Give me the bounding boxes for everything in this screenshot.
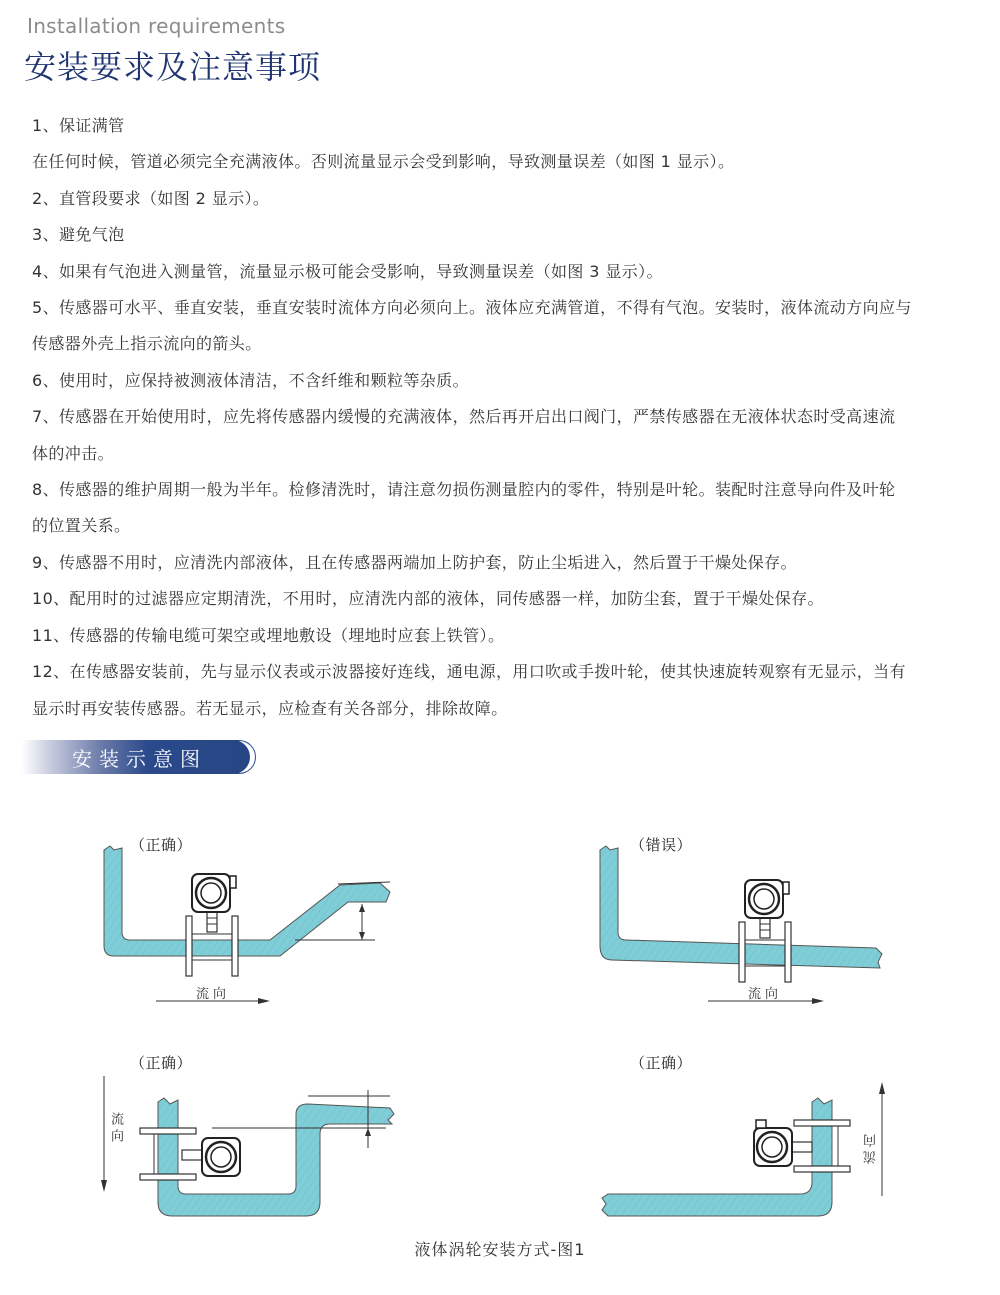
page-title: 安装要求及注意事项 [24, 48, 322, 86]
requirements-list [32, 108, 982, 727]
diagram-vertical-up-correct [590, 1040, 900, 1230]
requirement-line: 7、传感器在开始使用时，应先将传感器内缓慢的充满液体，然后再开启出口阀门，严禁传感器在无液体状态时受高速流 [32, 407, 896, 427]
requirement-line: 体的冲击。 [32, 443, 115, 463]
diagram-tag: （正确） [130, 836, 193, 854]
section-title: 安装示意图 [72, 747, 207, 771]
diagram-tag: （错误） [630, 836, 693, 854]
requirement-line: 12、在传感器安装前，先与显示仪表或示波器接好连线，通电源，用口吹或手拨叶轮，使其快速旋转观察有无显示，当有 [32, 662, 906, 682]
requirement-line: 的位置关系。 [32, 516, 131, 536]
requirement-line: 显示时再安装传感器。若无显示，应检查有关各部分，排除故障。 [32, 698, 508, 718]
diagram-tag: （正确） [130, 1054, 193, 1072]
flow-direction-label: 流向 [196, 987, 231, 1002]
requirement-line: 传感器外壳上指示流向的箭头。 [32, 334, 262, 354]
subtitle-english: Installation requirements [27, 14, 286, 38]
flow-direction-label: 流向 [864, 1130, 879, 1164]
requirement-line: 8、传感器的维护周期一般为半年。检修清洗时，请注意勿损伤测量腔内的零件，特别是叶轮。装配时注意导向件及叶轮 [32, 480, 896, 500]
requirement-line: 10、配用时的过滤器应定期清洗，不用时，应清洗内部的液体，同传感器一样，加防尘套，置于干燥处保存。 [32, 589, 824, 609]
diagram-horizontal-correct [90, 820, 410, 1010]
section-banner [22, 740, 256, 774]
diagram-vertical-down-correct [90, 1040, 410, 1230]
requirement-line: 2、直管段要求（如图 2 显示）。 [32, 188, 270, 208]
flow-direction-label: 流向 [108, 1112, 123, 1146]
requirement-line: 6、使用时，应保持被测液体清洁，不含纤维和颗粒等杂质。 [32, 370, 469, 390]
requirement-line: 11、传感器的传输电缆可架空或埋地敷设（埋地时应套上铁管）。 [32, 625, 505, 645]
requirement-line: 5、传感器可水平、垂直安装，垂直安装时流体方向必须向上。液体应充满管道，不得有气泡。安装时，液体流动方向应与 [32, 298, 912, 318]
requirement-line: 9、传感器不用时，应清洗内部液体，且在传感器两端加上防护套，防止尘垢进入，然后置于干燥处保存。 [32, 552, 797, 572]
requirement-line: 在任何时候，管道必须完全充满液体。否则流量显示会受到影响，导致测量误差（如图 1 显示）。 [32, 152, 735, 172]
diagram-horizontal-wrong [590, 820, 900, 1010]
requirement-line: 3、避免气泡 [32, 225, 125, 245]
requirement-line: 1、保证满管 [32, 116, 125, 135]
flow-direction-label: 流向 [748, 987, 783, 1002]
requirement-line: 4、如果有气泡进入测量管，流量显示极可能会受影响，导致测量误差（如图 3 显示）。 [32, 261, 663, 281]
figure-caption: 液体涡轮安装方式-图1 [414, 1240, 586, 1259]
diagram-tag: （正确） [630, 1054, 693, 1072]
